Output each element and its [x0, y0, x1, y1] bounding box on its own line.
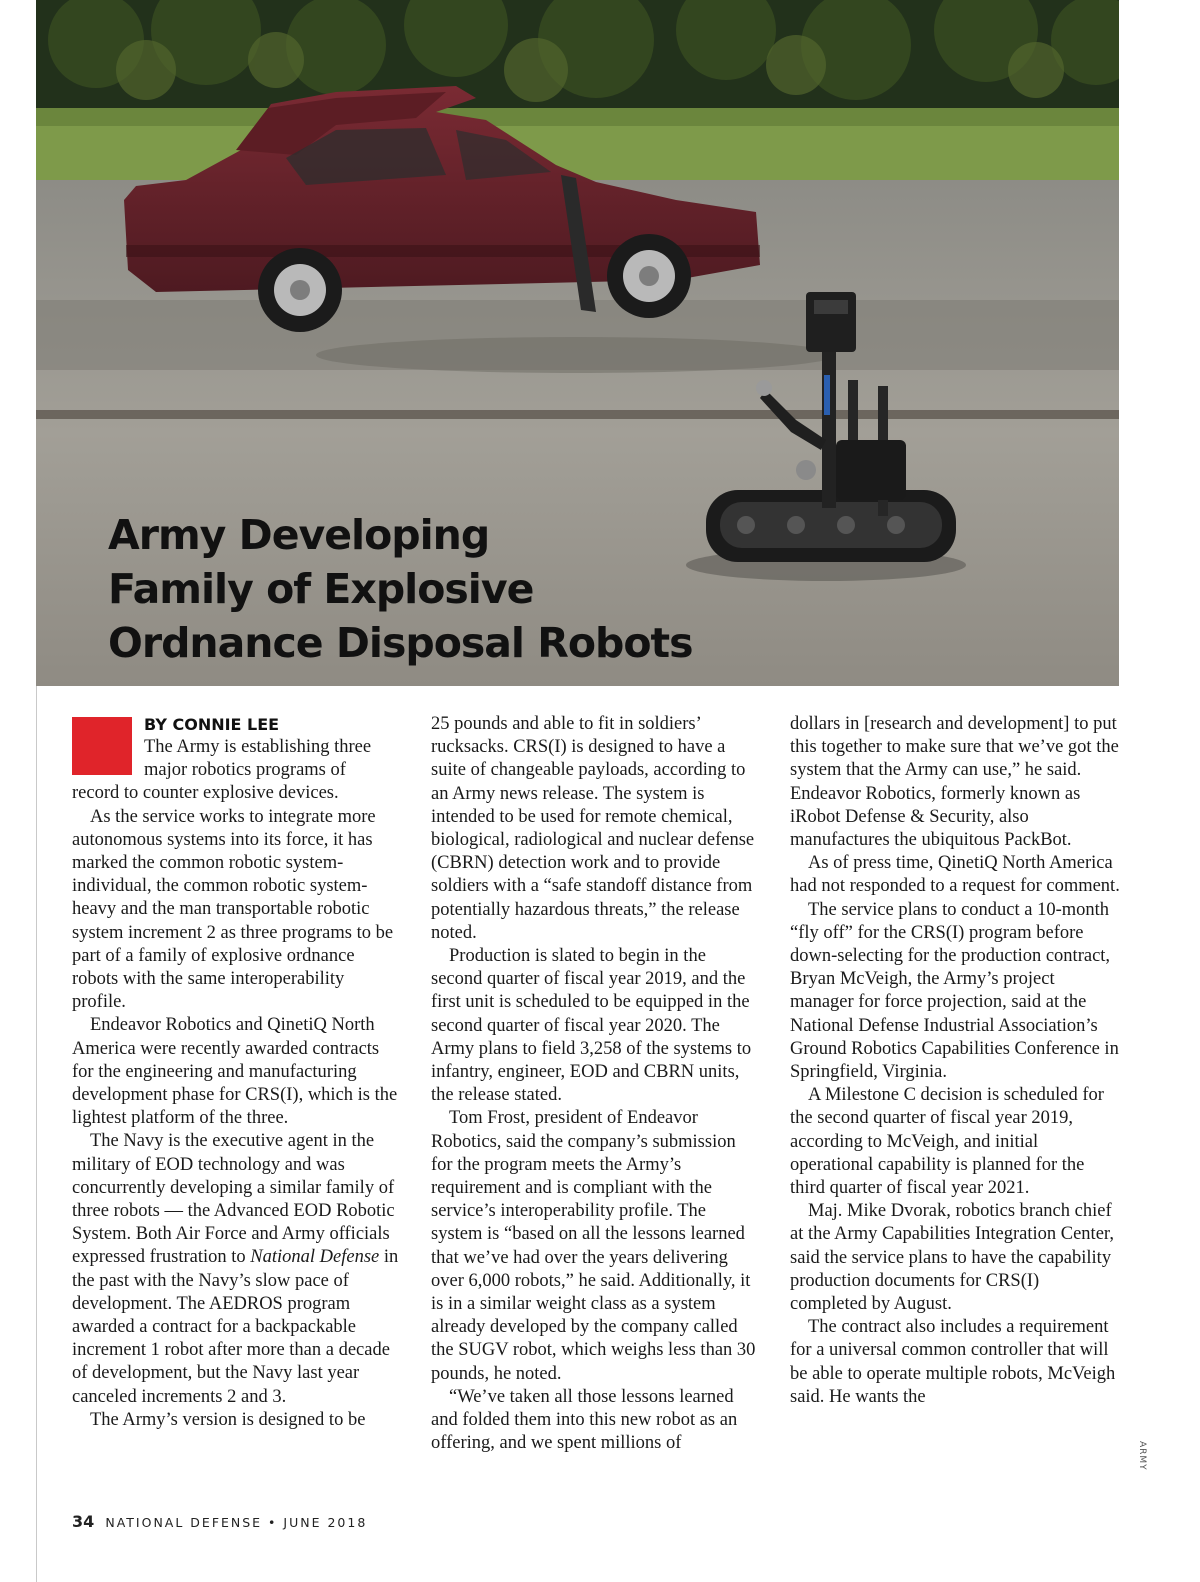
paragraph: The service plans to conduct a 10-month “fly off” for the CRS(I) program before down-selecting for the production contract, Bryan McVeigh, the Army’s project manager for force projection, said at the National Defense Industrial Association’s Ground Robotics Capabilities Conference in Springfield, Virginia.: [790, 899, 1119, 1083]
page-footer: [72, 1512, 367, 1531]
paragraph: Tom Frost, president of Endeavor Robotics, said the company’s submission for the program meets the Army’s requirement and is compliant with the service’s interoperability profile. The system is “based on all the lessons learned that we’ve had over the years delivering over 6,000 robots,” he said. Additionally, it is in a similar weight class as a system already developed by the company called the SUGV robot, which weighs less than 30 pounds, he noted.: [431, 1108, 756, 1384]
lead-rest: record to counter explosive devices.: [72, 783, 339, 804]
headline-line-1: Army Developing: [108, 511, 490, 559]
photo-credit: ARMY: [1137, 1441, 1147, 1471]
lead-line-2: major robotics programs of: [144, 760, 346, 781]
paragraph: The Army’s version is designed to be: [90, 1409, 366, 1430]
headline-line-3: Ordnance Disposal Robots: [108, 619, 693, 667]
page-margin-rule: [36, 686, 37, 1582]
red-accent-block: [72, 717, 132, 775]
column-1: [72, 713, 402, 1432]
paragraph: Maj. Mike Dvorak, robotics branch chief at the Army Capabilities Integration Center, said the service plans to have the capability production documents for CRS(I) completed by August.: [790, 1201, 1114, 1315]
paragraph: Endeavor Robotics and QinetiQ North America were recently awarded contracts for the engineering and manufacturing development phase for CRS(I), which is the lightest platform of the three.: [72, 1015, 398, 1129]
paragraph-text: The Navy is the executive agent in the military of EOD technology and was concurrently developing a similar family of three robots — the Advanced EOD Robotic System. Both Air Force and Army officials expressed frustration to: [72, 1131, 395, 1268]
publication-issue: NATIONAL DEFENSE • JUNE 2018: [105, 1515, 368, 1530]
paragraph-text: in the past with the Navy’s slow pace of development. The AEDROS program awarded a contract for a backpackable increment 1 robot after more than a decade of development, but the Navy last year canceled increments 2 and 3.: [72, 1247, 399, 1407]
paragraph: “We’ve taken all those lessons learned and folded them into this new robot as an offering, and we spent millions of: [431, 1386, 738, 1454]
paragraph: A Milestone C decision is scheduled for the second quarter of fiscal year 2019, according to McVeigh, and initial operational capability is planned for the third quarter of fiscal year 2021.: [790, 1085, 1104, 1199]
byline: BY CONNIE LEE: [144, 715, 280, 734]
paragraph: [72, 1130, 402, 1408]
paragraph: 25 pounds and able to fit in soldiers’ rucksacks. CRS(I) is designed to have a suite of changeable payloads, according to an Army news release. The system is intended to be used for remote chemical, biological, radiological and nuclear defense (CBRN) detection work and to provide soldiers with a “safe standoff distance from potentially hazardous threats,” the release noted.: [431, 714, 755, 943]
paragraph: dollars in [research and development] to put this together to make sure that we’ve got the system that the Army can use,” he said. Endeavor Robotics, formerly known as iRobot Defense & Security, also manufactures the ubiquitous PackBot.: [790, 714, 1119, 851]
page-number: 34: [72, 1512, 95, 1531]
paragraph: As the service works to integrate more autonomous systems into its force, it has marked the common robotic system-individual, the common robotic system-heavy and the man transportable robotic system increment 2 as three programs to be part of a family of explosive ordnance robots with the same interoperability profile.: [72, 806, 394, 1013]
column-2: [431, 713, 761, 1456]
headline-line-2: Family of Explosive: [108, 565, 534, 613]
paragraph: Production is slated to begin in the second quarter of fiscal year 2019, and the first unit is scheduled to be equipped in the second quarter of fiscal year 2020. The Army plans to field 3,258 of the systems to infantry, engineer, EOD and CBRN units, the release stated.: [431, 946, 752, 1106]
lead-line-1: The Army is establishing three: [144, 737, 372, 757]
column-3: [790, 713, 1120, 1409]
article-body: [72, 713, 1118, 1489]
publication-name: National Defense: [250, 1247, 380, 1268]
paragraph: The contract also includes a requirement for a universal common controller that will be able to operate multiple robots, McVeigh said. He wants the: [790, 1317, 1116, 1407]
paragraph: As of press time, QinetiQ North America had not responded to a request for comment.: [790, 853, 1120, 897]
article-headline: [108, 508, 748, 670]
hero-photo: [36, 0, 1119, 686]
